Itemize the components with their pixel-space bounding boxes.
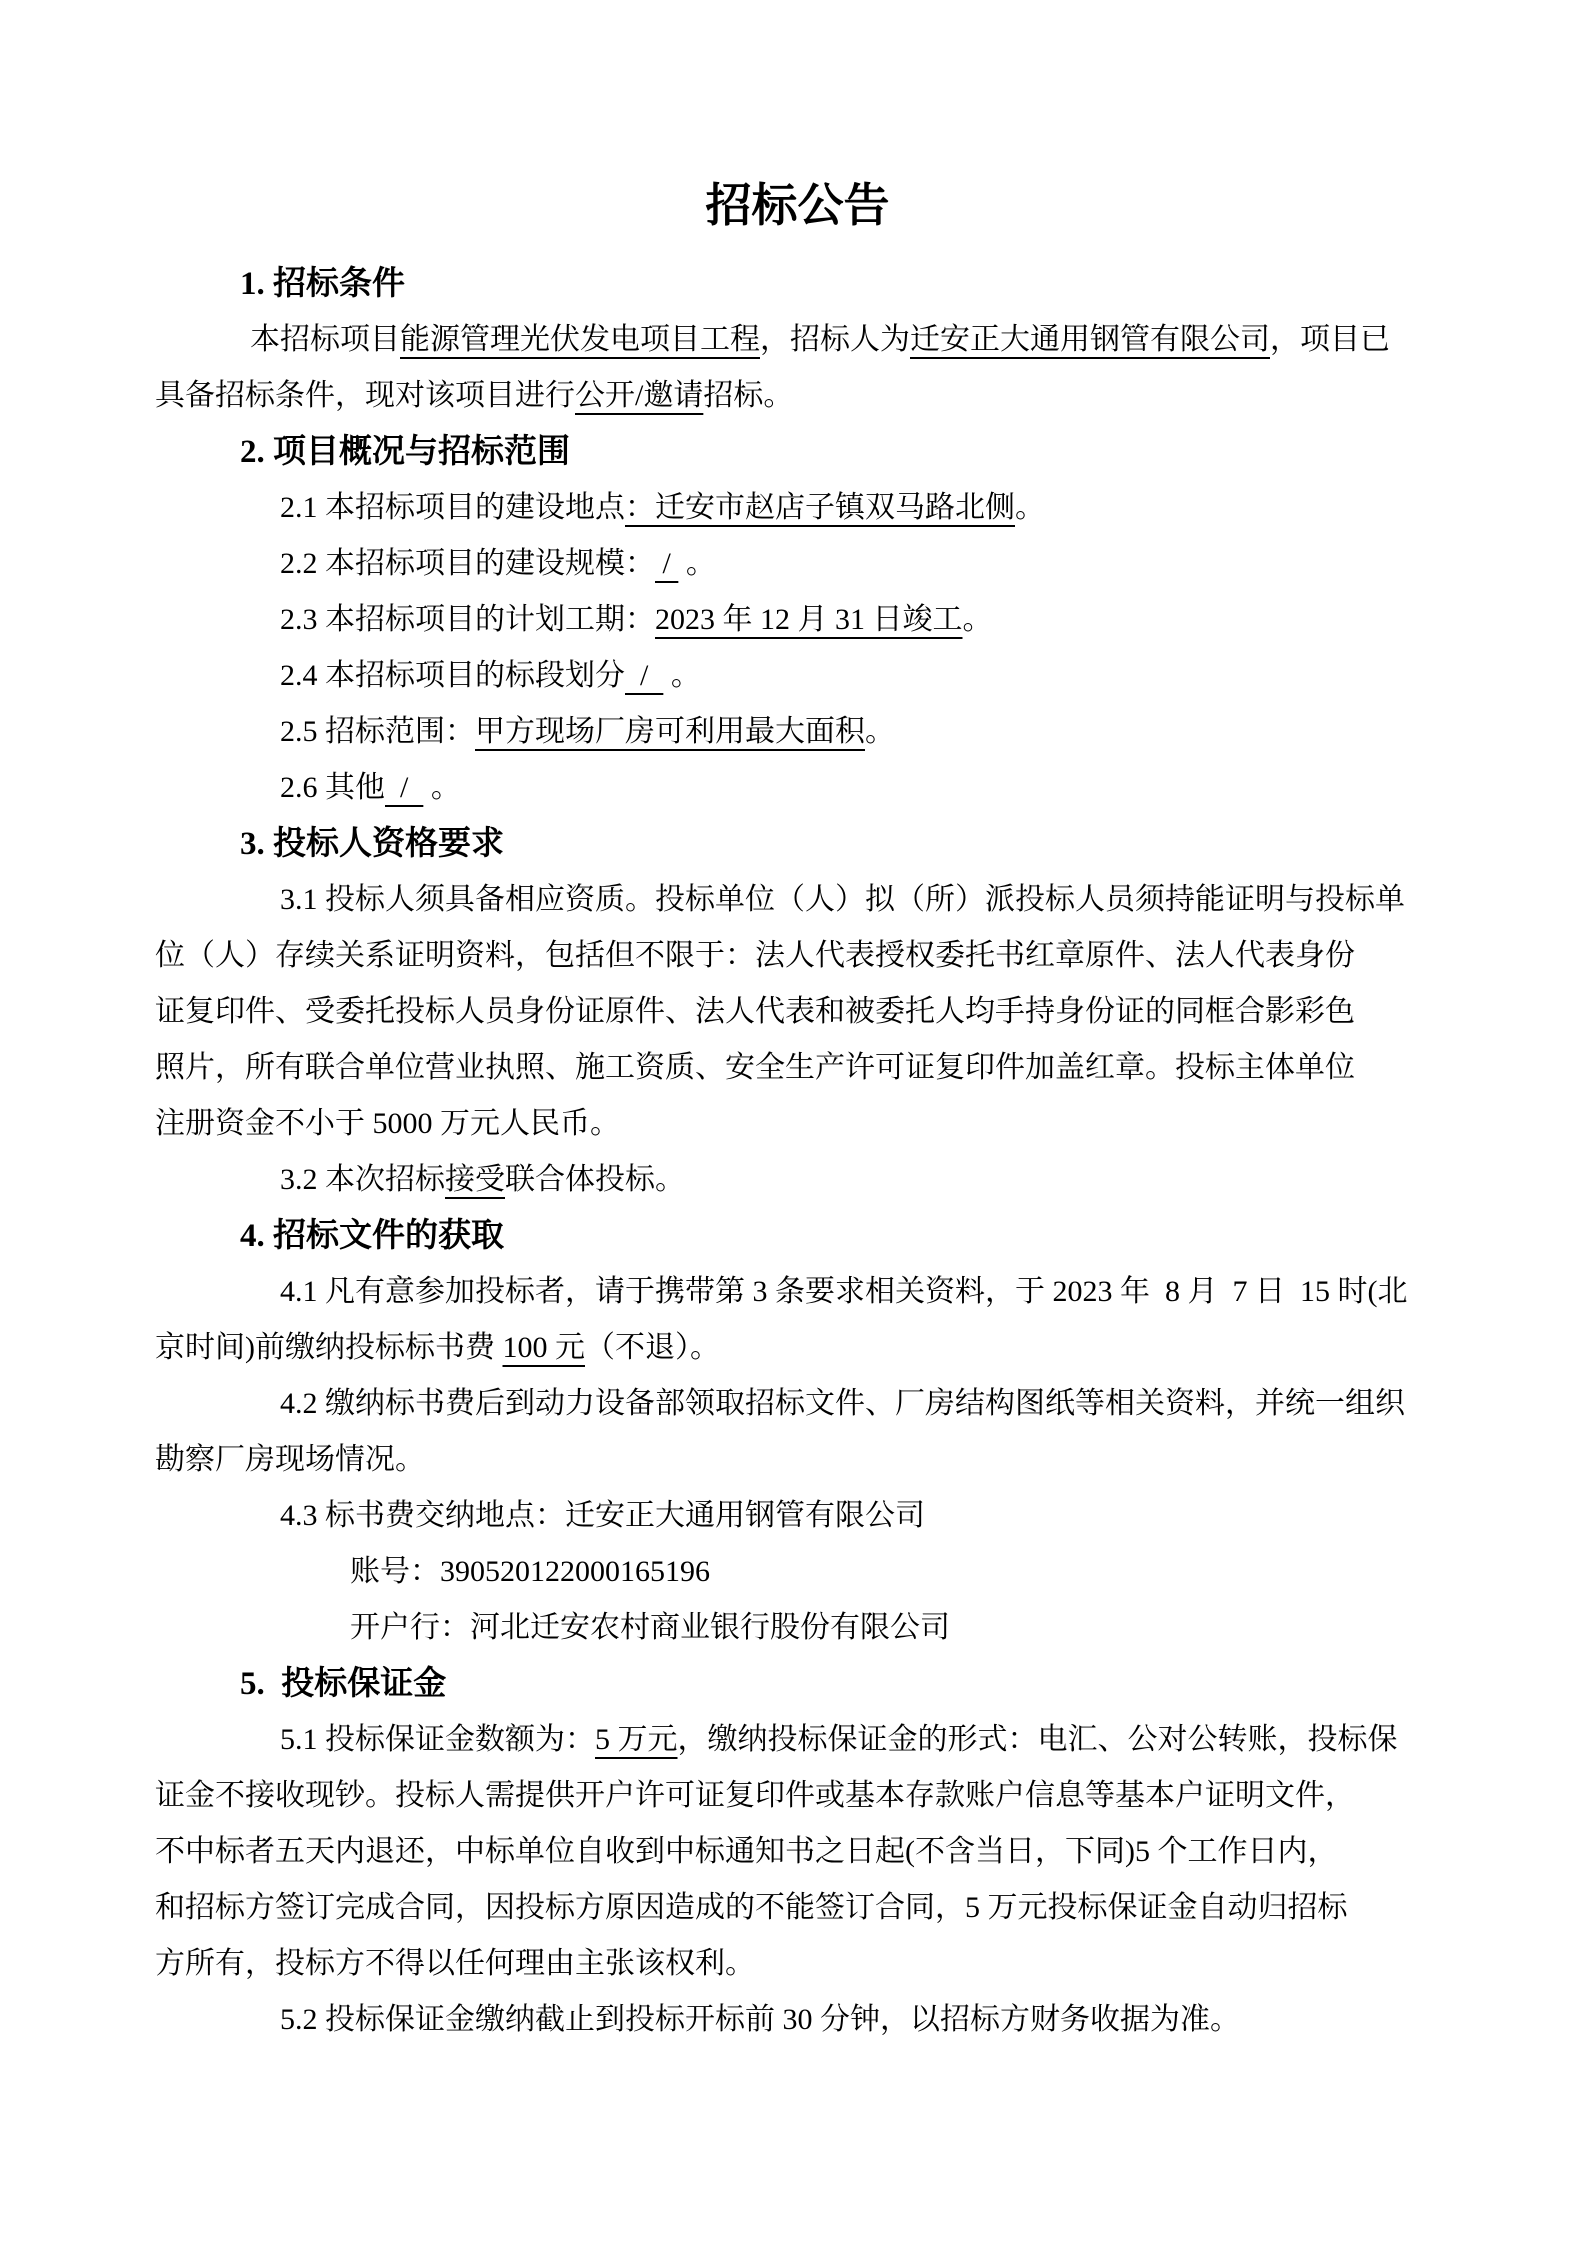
text-segment: 招标。 — [703, 379, 794, 412]
text-segment: 2.4 本招标项目的标段划分 — [280, 659, 625, 692]
text-segment: 开户行：河北迁安农村商业银行股份有限公司 — [350, 1611, 950, 1644]
para-4-2-line-1 — [155, 1376, 1440, 1432]
text-segment: 照片，所有联合单位营业执照、施工资质、安全生产许可证复印件加盖红章。投标主体单位 — [155, 1051, 1355, 1084]
text-segment: 2.1 本招标项目的建设地点 — [280, 491, 625, 524]
bank-name-line — [155, 1600, 1440, 1656]
text-segment: 4.2 缴纳标书费后到动力设备部领取招标文件、厂房结构图纸等相关资料，并统一组织 — [280, 1387, 1405, 1420]
text-segment: 。 — [865, 715, 895, 748]
text-segment: 。 — [678, 547, 716, 580]
text-segment: （不退）。 — [585, 1331, 720, 1364]
text-segment: ，缴纳投标保证金的形式：电汇、公对公转账，投标保 — [677, 1723, 1398, 1756]
text-segment: 。 — [423, 771, 461, 804]
para-3-1-line-5 — [155, 1096, 1440, 1152]
para-1-line-1 — [155, 312, 1440, 368]
underlined-text: 甲方现场厂房可利用最大面积 — [475, 715, 865, 748]
underlined-text: 接受 — [445, 1163, 505, 1196]
text-segment: 招标公告 — [705, 180, 890, 231]
text-segment: 4.1 凡有意参加投标者，请于携带第 3 条要求相关资料，于 2023 年 8 月 7 日 15 时(北 — [280, 1275, 1408, 1308]
document-content — [155, 0, 1440, 2048]
item-2-6 — [155, 760, 1440, 816]
text-segment: 1. 招标条件 — [240, 266, 405, 302]
text-segment: 4. 招标文件的获取 — [240, 1218, 504, 1254]
text-segment: 2. 项目概况与招标范围 — [240, 434, 570, 470]
text-segment: 。 — [1015, 491, 1045, 524]
item-3-2 — [155, 1152, 1440, 1208]
underlined-text: 2023 年 12 月 31 日竣工 — [655, 603, 963, 636]
text-segment: 2.6 其他 — [280, 771, 385, 804]
heading-1 — [155, 256, 1440, 312]
text-segment: 联合体投标。 — [505, 1163, 685, 1196]
para-1-line-2 — [155, 368, 1440, 424]
text-segment: 本招标项目 — [250, 323, 400, 356]
heading-2 — [155, 424, 1440, 480]
heading-5 — [155, 1656, 1440, 1712]
para-4-1-line-2 — [155, 1320, 1440, 1376]
text-segment: 京时间)前缴纳投标标书费 — [155, 1331, 503, 1364]
item-2-4 — [155, 648, 1440, 704]
para-3-1-line-3 — [155, 984, 1440, 1040]
underlined-text: 100 元 — [502, 1331, 585, 1364]
item-2-2 — [155, 536, 1440, 592]
text-segment: 5. 投标保证金 — [240, 1666, 447, 1702]
text-segment: 2.2 本招标项目的建设规模： — [280, 547, 655, 580]
underlined-text: / — [385, 771, 424, 804]
para-3-1-line-1 — [155, 872, 1440, 928]
text-segment: 5.1 投标保证金数额为： — [280, 1723, 595, 1756]
underlined-text: ：迁安市赵店子镇双马路北侧 — [625, 491, 1015, 524]
text-segment: 方所有，投标方不得以任何理由主张该权利。 — [155, 1947, 755, 1980]
text-segment: 位（人）存续关系证明资料，包括但不限于：法人代表授权委托书红章原件、法人代表身份 — [155, 939, 1355, 972]
text-segment: 和招标方签订完成合同，因投标方原因造成的不能签订合同，5 万元投标保证金自动归招标 — [155, 1891, 1348, 1924]
text-segment: 3.1 投标人须具备相应资质。投标单位（人）拟（所）派投标人员须持能证明与投标单 — [280, 883, 1405, 916]
text-segment: 账号：390520122000165196 — [350, 1555, 710, 1588]
para-5-1-line-4 — [155, 1880, 1440, 1936]
para-5-1-line-2 — [155, 1768, 1440, 1824]
underlined-text: 能源管理光伏发电项目工程 — [400, 323, 760, 356]
text-segment: 2.3 本招标项目的计划工期： — [280, 603, 655, 636]
text-segment: 5.2 投标保证金缴纳截止到投标开标前 30 分钟，以招标方财务收据为准。 — [280, 2003, 1240, 2036]
text-segment: 具备招标条件，现对该项目进行 — [155, 379, 575, 412]
text-segment: 勘察厂房现场情况。 — [155, 1443, 425, 1476]
para-5-1-line-5 — [155, 1936, 1440, 1992]
para-4-1-line-1 — [155, 1264, 1440, 1320]
heading-3 — [155, 816, 1440, 872]
underlined-text: 公开/邀请 — [575, 379, 704, 412]
underlined-text: / — [625, 659, 664, 692]
item-5-2 — [155, 1992, 1440, 2048]
underlined-text: 5 万元 — [595, 1723, 678, 1756]
heading-4 — [155, 1208, 1440, 1264]
item-2-1 — [155, 480, 1440, 536]
para-5-1-line-3 — [155, 1824, 1440, 1880]
text-segment: 。 — [663, 659, 701, 692]
text-segment: ，项目已 — [1270, 323, 1390, 356]
item-4-3 — [155, 1488, 1440, 1544]
text-segment: 不中标者五天内退还，中标单位自收到中标通知书之日起(不含当日，下同)5 个工作日内， — [155, 1835, 1338, 1868]
text-segment: 3. 投标人资格要求 — [240, 826, 504, 862]
text-segment: 2.5 招标范围： — [280, 715, 475, 748]
text-segment: 4.3 标书费交纳地点：迁安正大通用钢管有限公司 — [280, 1499, 925, 1532]
para-4-2-line-2 — [155, 1432, 1440, 1488]
underlined-text: / — [655, 547, 679, 580]
text-segment: 证金不接收现钞。投标人需提供开户许可证复印件或基本存款账户信息等基本户证明文件， — [155, 1779, 1355, 1812]
text-segment: 证复印件、受委托投标人员身份证原件、法人代表和被委托人均手持身份证的同框合影彩色 — [155, 995, 1355, 1028]
text-segment: 3.2 本次招标 — [280, 1163, 445, 1196]
bank-account-line — [155, 1544, 1440, 1600]
para-3-1-line-2 — [155, 928, 1440, 984]
text-segment: 。 — [962, 603, 993, 636]
underlined-text: 迁安正大通用钢管有限公司 — [910, 323, 1270, 356]
text-segment: ，招标人为 — [760, 323, 910, 356]
doc-title — [155, 178, 1440, 234]
para-5-1-line-1 — [155, 1712, 1440, 1768]
item-2-3 — [155, 592, 1440, 648]
para-3-1-line-4 — [155, 1040, 1440, 1096]
item-2-5 — [155, 704, 1440, 760]
text-segment: 注册资金不小于 5000 万元人民币。 — [155, 1107, 620, 1140]
